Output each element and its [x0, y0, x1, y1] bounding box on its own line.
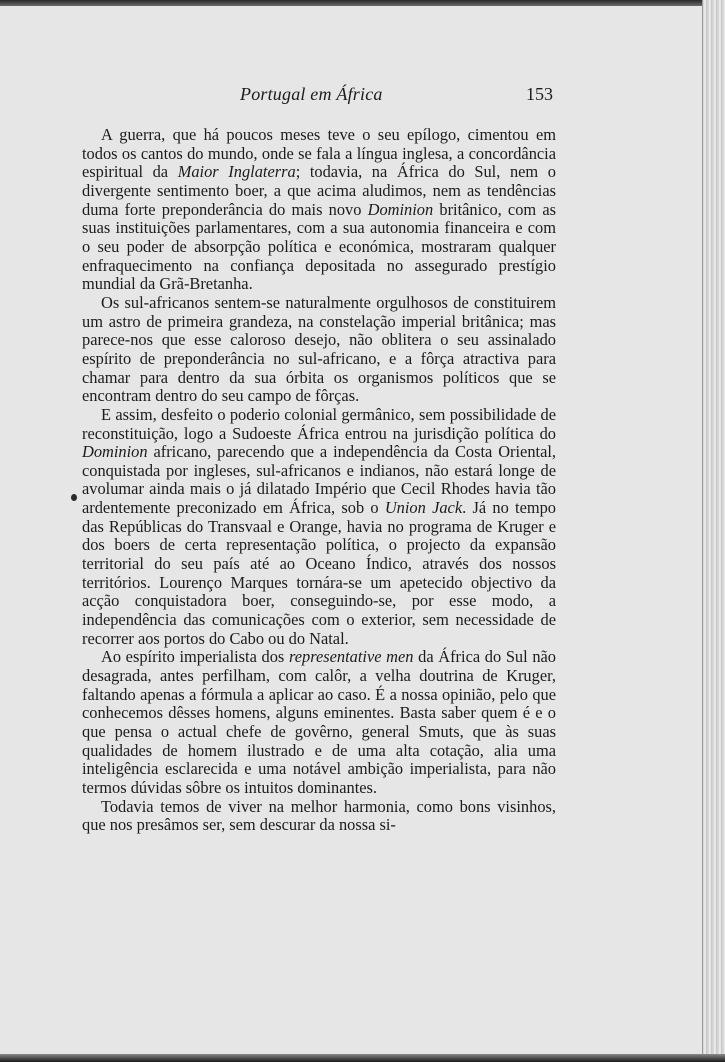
- paragraph: [82, 126, 556, 294]
- paragraph: [82, 648, 556, 797]
- italic-text: Union Jack: [384, 498, 463, 518]
- page-header: [0, 84, 725, 110]
- text-run: africano, parecendo que a independência da Costa Oriental, conquistada por ingleses, sul-africanos e indianos, não estará longe de avolumar ainda mais o já dilatado Império que Cecil Rhodes havia tão ardentemente preconizado em África, sob o: [82, 442, 556, 518]
- italic-text: Dominion: [82, 442, 148, 462]
- text-run: Ao espírito imperialista dos: [101, 647, 289, 667]
- page-bottom-edge: [0, 1054, 725, 1062]
- paragraph: [82, 798, 556, 835]
- body-text: [82, 126, 556, 835]
- paragraph: [82, 294, 556, 406]
- margin-ink-dot: [71, 494, 77, 501]
- page-fore-edge: [702, 0, 725, 1062]
- text-run: E assim, desfeito o poderio colonial germânico, sem possibilidade de reconstituição, logo a Sudoeste África entrou na jurisdição política do: [82, 404, 556, 443]
- paragraph: [82, 406, 556, 649]
- page-top-edge: [0, 0, 725, 6]
- text-run: Todavia temos de viver na melhor harmonia, como bons visinhos, que nos presâmos ser, sem descurar da nossa si-: [82, 796, 556, 835]
- running-title: Portugal em África: [240, 84, 383, 104]
- text-run: Os sul-africanos sentem-se naturalmente orgulhosos de constituirem um astro de primeira grandeza, na constelação imperial britânica; mas parece-nos que esse caloroso desejo, não oblitera o seu assinalado espírito de preponderância no sul-africano, e a fôrça atractiva para chamar para dentro da sua órbita os organismos políticos que se encontram dentro do seu campo de fôrças.: [82, 292, 556, 406]
- page-number: 153: [526, 84, 553, 104]
- text-run: A guerra, que há poucos meses teve o seu epílogo, cimentou em todos os cantos do mundo, onde se fala a língua inglesa, a concordância espiritual da: [82, 125, 556, 182]
- text-run: britânico, com as suas instituições parlamentares, com a sua autonomia financeira e com o seu poder de absorpção política e económica, mostraram qualquer enfraquecimento na confiança depositada no assegurado prestígio mundial da Grã-Bretanha.: [82, 199, 556, 294]
- italic-text: representative men: [288, 647, 414, 667]
- text-run: da África do Sul não desagrada, antes perfilham, com calôr, a velha doutrina de Kruger, faltando apenas a fórmula a aplicar ao caso. É a nossa opinião, pelo que conhecemos dêsses homens, alguns eminentes. Basta saber quem é e o que pensa o actual chefe de govêrno, general Smuts, que às suas qualidades de homem ilustrado e de uma alta cotação, alia uma inteligência esclarecida e uma notável ambição imperialista, para não termos dúvidas sôbre os intuitos dominantes.: [82, 647, 557, 797]
- italic-text: Dominion: [367, 199, 434, 219]
- italic-text: Maior Inglaterra: [177, 162, 296, 182]
- text-run: ; todavia, na África do Sul, nem o divergente sentimento boer, a que acima aludimos, nem as tendências duma forte preponderância do mais novo: [82, 162, 556, 219]
- text-run: . Já no tempo das Repúblicas do Transvaal e Orange, havia no programa de Kruger e dos boers de certa representação política, o projecto da expansão territorial do seu país até ao Oceano Índico, através dos nossos territórios. Lourenço Marques tornára-se um apetecido objectivo da acção conquistadora boer, conseguindo-se, por esse modo, a independência das comunicações com o exterior, sem necessidade de recorrer aos portos do Cabo ou do Natal.: [82, 498, 556, 648]
